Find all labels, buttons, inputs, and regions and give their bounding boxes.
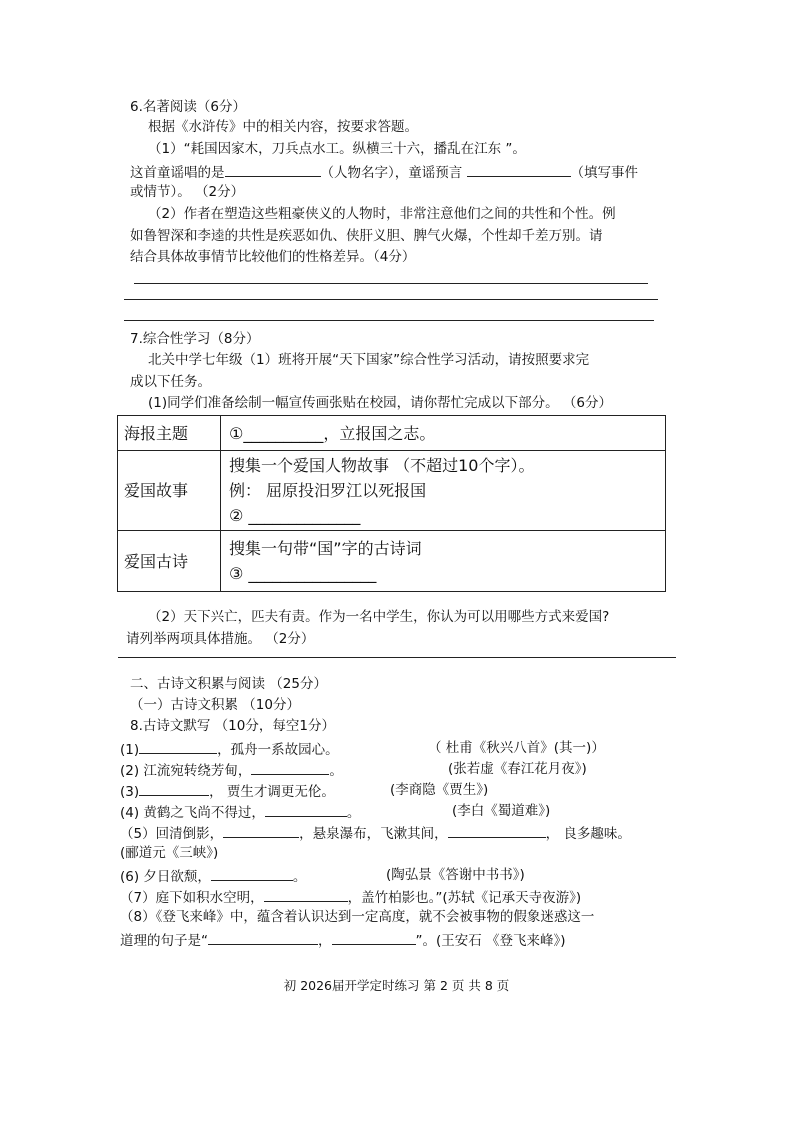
answer-blank[interactable] [223, 823, 299, 838]
q6-intro: 根据《水浒传》中的相关内容，按要求答题。 [148, 119, 418, 135]
table-row [118, 416, 666, 451]
q8-item-6: (6) 夕日欲颓， 。 [120, 866, 306, 886]
answer-blank[interactable] [265, 802, 347, 817]
q6-sub1-question [130, 162, 638, 182]
answer-blank[interactable] [139, 739, 217, 754]
poster-table [117, 415, 666, 592]
q6-sub1-mid: （人物名字），童谣预言 [320, 165, 467, 181]
table-answer-cell[interactable]: 搜集一个爱国人物故事 （不超过10个字）。 例： 屈原投汨罗江以死报国 ② ______________ [221, 451, 666, 531]
answer-blank[interactable] [467, 162, 571, 177]
section2-part1: （一）古诗文积累 （10分） [130, 697, 300, 713]
q8-item-4: (4) 黄鹤之飞尚不得过， 。 [120, 802, 360, 822]
q6-sub2-line2: 如鲁智深和李逵的共性是疾恶如仇、侠肝义胆、脾气火爆，个性却千差万别。请 [130, 228, 603, 244]
page-footer: 初 2026届开学定时练习 第 2 页 共 8 页 [283, 978, 510, 993]
q6-sub1-prompt: 这首童谣唱的是 [130, 165, 225, 181]
q6-sub2-line1: （2）作者在塑造这些粗豪侠义的人物时，非常注意他们之间的共性和个性。例 [148, 206, 616, 222]
q8-item-1-source: （ 杜甫《秋兴八首》(其一)） [428, 740, 605, 756]
section-divider [118, 657, 676, 658]
answer-blank[interactable] [448, 823, 546, 838]
q7-sub2-line2: 请列举两项具体措施。 （2分） [126, 631, 315, 647]
q8-item-3-source: (李商隐《贾生》) [390, 782, 489, 798]
answer-blank[interactable] [264, 887, 348, 902]
answer-blank[interactable] [139, 781, 209, 796]
q6-sub1-score: 或情节）。 （2分） [130, 184, 245, 200]
q8-item-2-source: (张若虚《春江花月夜》) [448, 761, 587, 777]
q6-sub1-text: （1）“耗国因家木，刀兵点水工。纵横三十六，播乱在江东 ”。 [148, 141, 526, 157]
q8-item-2: (2) 江流宛转绕芳甸， 。 [120, 760, 343, 780]
q8-item-5: （5）回清倒影， ，悬泉瀑布，飞漱其间， ， 良多趣味。 [120, 823, 631, 843]
q6-sub2-line3: 结合具体故事情节比较他们的性格差异。（4分） [130, 249, 416, 265]
section2-title: 二、古诗文积累与阅读 （25分） [130, 676, 327, 692]
q7-sub1: (1)同学们准备绘制一幅宣传画张贴在校园，请你帮忙完成以下部分。 （6分） [148, 395, 613, 411]
q8-item-5-source: (郦道元《三峡》) [120, 845, 219, 861]
table-answer-cell[interactable]: ①__________，立报国之志。 [221, 416, 666, 451]
table-header-cell: 爱国古诗 [118, 531, 221, 592]
q8-item-6-source: (陶弘景《答谢中书书》) [386, 867, 525, 883]
table-answer-cell[interactable]: 搜集一句带“国”字的古诗词 ③ ________________ [221, 531, 666, 592]
q8-title: 8.古诗文默写 （10分，每空1分） [130, 718, 335, 734]
answer-line[interactable] [134, 283, 648, 284]
q7-intro-line2: 成以下任务。 [130, 374, 211, 390]
q7-title: 7.综合性学习（8分） [130, 331, 260, 347]
table-header-cell: 爱国故事 [118, 451, 221, 531]
q6-sub1-end: （填写事件 [570, 165, 639, 181]
answer-blank[interactable] [251, 760, 329, 775]
answer-line[interactable] [124, 299, 658, 300]
q8-item-8-line2: 道理的句子是“ ， ”。(王安石 《登飞来峰》) [120, 930, 566, 950]
q8-item-8-line1: （8）《登飞来峰》中，蕴含着认识达到一定高度，就不会被事物的假象迷惑这一 [120, 909, 595, 925]
answer-line[interactable] [124, 320, 654, 321]
answer-blank[interactable] [332, 930, 416, 945]
table-row [118, 531, 666, 592]
q8-item-1: (1) ，孤舟一系故园心。 [120, 739, 339, 759]
q8-item-7: （7）庭下如积水空明， ，盖竹柏影也。”(苏轼《记承天寺夜游》) [120, 887, 581, 907]
answer-blank[interactable] [211, 866, 293, 881]
q7-intro-line1: 北关中学七年级（1）班将开展“天下国家”综合性学习活动，请按照要求完 [148, 352, 590, 368]
table-header-cell: 海报主题 [118, 416, 221, 451]
table-row [118, 451, 666, 531]
answer-blank[interactable] [225, 162, 321, 177]
q6-title: 6.名著阅读（6分） [130, 99, 246, 115]
q8-item-3: (3) ， 贾生才调更无伦。 [120, 781, 335, 801]
answer-blank[interactable] [208, 930, 318, 945]
q8-item-4-source: (李白《蜀道难》) [452, 803, 551, 819]
q7-sub2-line1: （2）天下兴亡，匹夫有责。作为一名中学生，你认为可以用哪些方式来爱国? [148, 609, 610, 625]
